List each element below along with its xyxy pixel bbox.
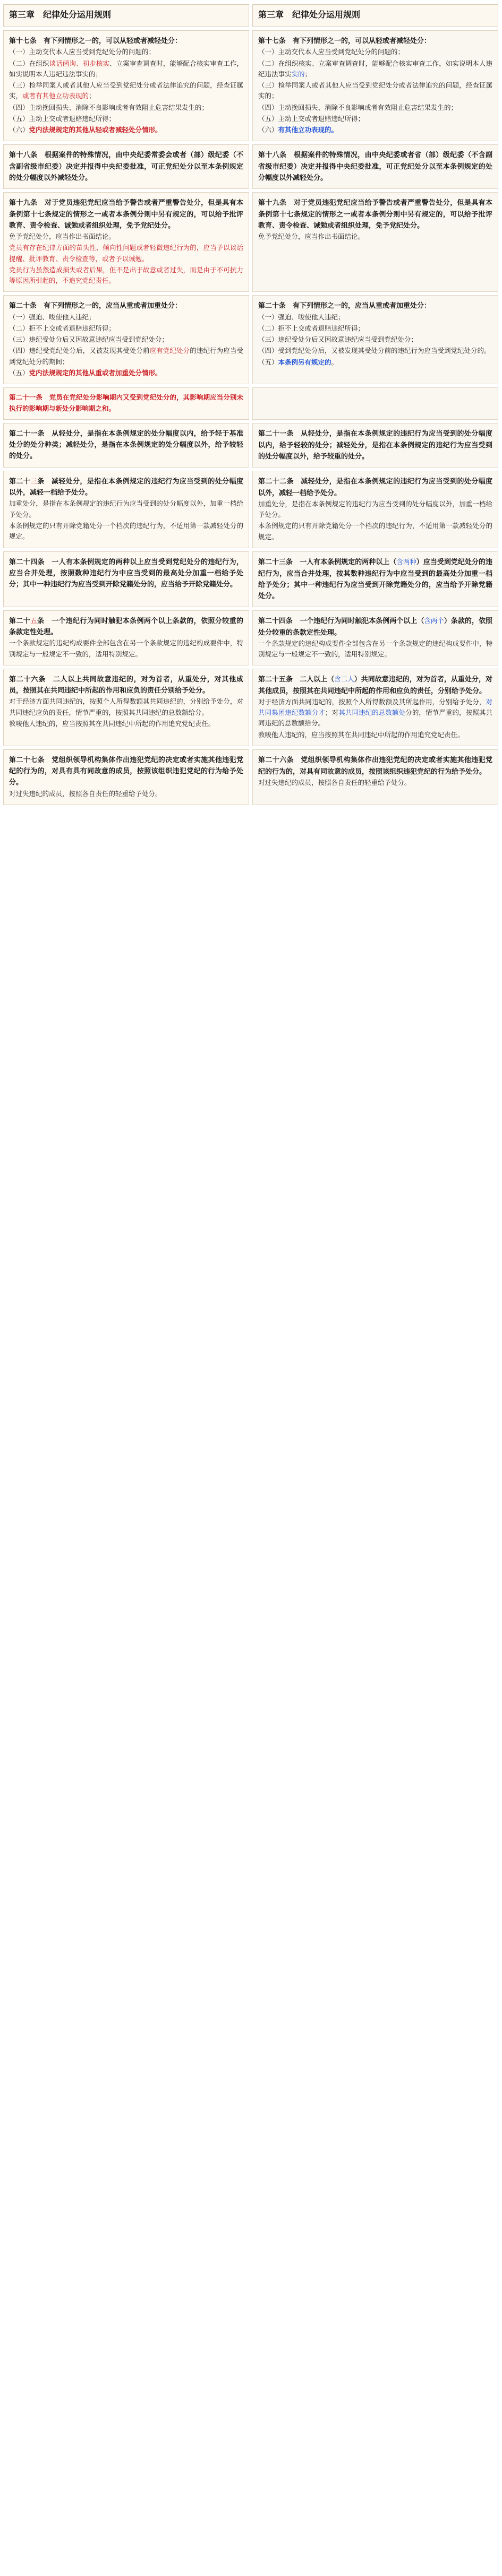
article-block (3, 295, 249, 384)
text-run: ）共同故意违纪的，对为首者，从重处分，对其他成员，按照其在共同违纪中所起的作用和应负的责任，分别给予处分。 (258, 675, 492, 695)
article-paragraph (9, 719, 243, 729)
text-run: ； (304, 70, 312, 78)
text-run: 第二十四条 一个违纪行为同时触犯本条例两个以上（ (258, 617, 424, 625)
text-run: 含两种 (396, 558, 416, 566)
article-paragraph (258, 730, 492, 740)
text-run: （五） (9, 369, 29, 377)
article-paragraph (258, 521, 492, 542)
text-run: 的违纪行为应当受到党纪处分的期间； (9, 347, 243, 366)
text-run: （五） (258, 358, 278, 366)
right-column (252, 4, 498, 808)
article-paragraph (258, 754, 492, 777)
article-paragraph (9, 428, 243, 462)
article-paragraph (258, 428, 492, 462)
article-paragraph (258, 35, 492, 46)
chapter-title-right: 第三章 纪律处分运用规则 (258, 11, 361, 20)
article-paragraph (258, 345, 492, 356)
article-paragraph (258, 102, 492, 113)
text-run: （一）强迫、唆使他人违纪； (9, 313, 96, 321)
article-paragraph (9, 392, 243, 414)
text-run: 条 减轻处分，是指在本条例规定的违纪行为应当受到的处分幅度以外，减轻一档给予处分。 (9, 477, 243, 497)
article-paragraph (9, 300, 243, 311)
article-paragraph (258, 114, 492, 124)
article-paragraph (258, 300, 492, 311)
article-paragraph (9, 521, 243, 542)
article-block (252, 749, 498, 805)
article-paragraph (9, 638, 243, 660)
text-run: 对过失违纪的成员，按照各自责任的轻重给予处分。 (258, 779, 411, 786)
article-paragraph (258, 673, 492, 696)
text-run: 本条例规定的只有开除党籍处分一个档次的违纪行为，不适用第一款减轻处分的规定。 (9, 522, 243, 541)
text-run: （六） (9, 126, 29, 134)
text-run: 对于经济方面共同违纪的，按照个人所得数额及其所起作用，分别给予处分， (258, 698, 486, 706)
article-paragraph (9, 696, 243, 718)
text-run: 党内法规规定的其他从重或者加重处分情形。 (29, 369, 162, 377)
text-run: 教唆他人违纪的，应当按照其在共同违纪中所起的作用追究党纪责任。 (9, 720, 215, 728)
article-block (252, 471, 498, 548)
text-run: 党员有存在纪律方面的苗头性、倾向性问题或者轻微违纪行为的，应当予以谈话提醒、批评教育、责令检查等，或者予以诫勉。 (9, 244, 243, 263)
text-run: 第十九条 对于党员违犯党纪应当给予警告或者严重警告处分，但是具有本条例第十七条规定的情形之一或者本条例分则中另有规定的，可以给予批评教育、责令检查、诫勉或者组织处理，免予党纪处分。 (258, 198, 492, 229)
article-paragraph (9, 498, 243, 520)
article-block (3, 192, 249, 292)
article-paragraph (9, 102, 243, 113)
text-run: 党员行为虽然造成损失或者后果，但不是出于故意或者过失，而是由于不可抗力等原因所引起的，不追究党纪责任。 (9, 266, 243, 285)
text-run: 免予党纪处分，应当作出书面结论。 (9, 233, 116, 241)
text-run: 第十八条 根据案件的特殊情况，由中央纪委常委会或者（部）级纪委（不含副省级市纪委）决定并报得中央纪委批准，可正党纪处分以至本条例规定的处分幅度以外减轻处分。 (9, 151, 243, 181)
article-paragraph (258, 697, 492, 729)
text-run: 对于经济方面共同违纪的，按照个人所得数额其共同违纪的，分别给予处分，对共同违纪应负的责任，情节严重的，按照其共同违纪的总数额给分。 (9, 698, 243, 716)
text-run: （四）受到党纪处分后，又被发现其受处分前的违纪行为应当受到党纪处分的。 (258, 347, 491, 355)
text-run: 、立案审查调查时，能够配合核实审查工作，如实说明本人违纪违法事实的； (9, 59, 243, 78)
text-run: 第二十六条 二人以上共同故意违纪的，对为首者，从重处分，对其他成员，按照其在共同违纪中所起的作用和应负的责任分别给予处分。 (9, 675, 243, 695)
text-run: 含两个 (424, 617, 444, 625)
text-run: 五 (30, 617, 38, 625)
text-run: 谈话函询、初步核实 (49, 59, 110, 67)
text-run: 本条例另有规定的 (278, 358, 331, 366)
text-run: ）应当受到党纪处分的违纪行为，应当合并处理，按其数种违纪行为中应当受到的最高处分加重一档给予处分；其中一种违纪行为应当受到开除党籍处分的，应当给予开除党籍处分。 (258, 558, 492, 600)
text-run: （五）主动上交或者退赔违纪所得； (9, 115, 116, 123)
text-run: 加重处分，是指在本条例规定的违纪行为应当受到的处分幅度以外，加重一档给予处分。 (258, 500, 492, 519)
article-paragraph (258, 556, 492, 601)
text-run: 一个条款规定的违纪构成要件全部包含在另一个条款规定的违纪构成要件中，特别规定与一般规定不一致的，适用特别规定。 (258, 639, 492, 659)
article-paragraph (258, 638, 492, 660)
text-run: （五）主动上交或者退赔违纪所得； (258, 115, 365, 123)
text-run: （三）检举同案人或者其他人应当受到党纪处分或者法律追究的问题，经查证属实， (9, 82, 243, 100)
article-block (3, 551, 249, 607)
article-paragraph (9, 556, 243, 590)
text-run: （三）违纪受处分后又因故意违纪应当受到党纪处分； (9, 336, 169, 344)
text-run: 第二十 (9, 616, 31, 625)
article-paragraph (9, 35, 243, 46)
article-paragraph (258, 357, 492, 368)
article-paragraph (258, 125, 492, 135)
text-run: （三）违纪受处分后又因故意违纪应当受到党纪处分； (258, 336, 418, 344)
article-block (252, 423, 498, 468)
article-paragraph (258, 312, 492, 323)
article-block (3, 610, 249, 665)
article-paragraph (9, 58, 243, 80)
text-run: 第二十条 有下列情形之一的，应当从重或者加重处分： (258, 301, 431, 310)
text-run: 。 (331, 358, 338, 366)
article-block (3, 669, 249, 746)
article-paragraph (9, 243, 243, 264)
text-run: 第十九条 对于党员违犯党纪应当给予警告或者严重警告处分，但是具有本条例第十七条规定的情形之一或者本条例分则中另有规定的，可以给予批评教育、责令检查、诚勉或者组织处理，免予党纪处分。 (9, 198, 243, 229)
empty-counterpart-block (252, 387, 498, 420)
article-paragraph (258, 58, 492, 80)
text-run: ）条款的，依照处分较重的条款定性处理。 (258, 617, 492, 636)
text-run: 党内法规规定的其他从轻或者减轻处分情形。 (29, 126, 162, 134)
article-paragraph (258, 323, 492, 334)
article-block (252, 295, 498, 384)
text-run: 第二十 (9, 477, 31, 485)
text-run: 免予党纪处分，应当作出书面结论。 (258, 233, 365, 241)
left-column (3, 4, 249, 808)
text-run: 第二十三条 一人有本条例规定的两种以上（ (258, 558, 397, 566)
text-run: ； (89, 92, 96, 100)
text-run: 加重处分，是指在本条例规定的违纪行为应当受到的处分幅度以外，加重一档给予处分。 (9, 500, 243, 518)
document-page (0, 0, 502, 814)
text-run: 分的，情节严重的，按照其共同违纪的总数额给分。 (258, 709, 492, 728)
article-block (3, 423, 249, 468)
article-block (252, 192, 498, 292)
text-run: 其共同违纪的总数额处 (338, 709, 406, 717)
article-paragraph (9, 673, 243, 696)
article-paragraph (9, 312, 243, 323)
text-run: 第二十二条 减轻处分，是指在本条例规定的违纪行为应当受到的处分幅度以外，减轻一档给予处分。 (258, 477, 492, 497)
text-run: 第二十六条 党组织领导机构集体作出违犯党纪的决定或者实施其他违犯党纪的行为的，对具有同故意的成员，按照该组织违犯党纪的行为给予处分。 (258, 756, 492, 775)
text-run: 对过失违纪的成员，按照各自责任的轻重给予处分。 (9, 790, 162, 798)
article-block (252, 551, 498, 607)
article-paragraph (9, 754, 243, 788)
article-paragraph (9, 231, 243, 242)
text-run: 第二十一条 从轻处分，是指在本条例规定的处分幅度以内，给予轻于基准处分的处分种类；减轻处分，是指在本条例规定的处分幅度以外，给予较轻的处分。 (9, 429, 243, 460)
chapter-title-left-card (3, 4, 249, 27)
article-paragraph (9, 80, 243, 102)
right-article-list (252, 30, 498, 805)
chapter-title-left: 第三章 纪律处分运用规则 (9, 11, 112, 20)
article-block (3, 749, 249, 805)
text-run: 含二人 (334, 676, 354, 684)
article-paragraph (258, 499, 492, 521)
text-run: 教唆他人违纪的，应当按照其在共同违纪中所起的作用追究党纪责任。 (258, 731, 464, 739)
article-block (3, 30, 249, 141)
text-run: 第二十七条 党组织领导机构集体作出违犯党纪的决定或者实施其他违犯党纪的行为的，对具有具有同故意的成员，按照该组织违犯党纪的行为给予处分。 (9, 755, 243, 786)
article-paragraph (258, 197, 492, 231)
article-paragraph (9, 323, 243, 334)
article-paragraph (9, 368, 243, 378)
text-run: 第二十条 有下列情形之一的，应当从重或者加重处分： (9, 301, 182, 310)
article-block (3, 144, 249, 189)
text-run: 第二十一条 党员在党纪处分影响期内又受到党纪处分的，其影响期应当分别未执行的影响期与新处分影响期之和。 (9, 394, 243, 412)
text-run: （二）在组织核实、立案审查调查时，能够配合核实审查工作，如实说明本人违纪违法事实 (258, 59, 492, 78)
text-run: 第二十四条 一人有本条例规定的两种以上应当受到党纪处分的违纪行为，应当合并处理，按照数种违纪行为中应当受到的最高处分加重一档给予处分；其中一种违纪行为应当受到开除党籍处分的，应当给予开除党籍处分。 (9, 557, 243, 589)
text-run: （一）主动交代本人应当受到党纪处分的问题的； (9, 48, 156, 56)
text-run: （六） (258, 126, 278, 134)
left-article-list (3, 30, 249, 805)
text-run: 第十七条 有下列情形之一的，可以从轻或者减轻处分： (258, 37, 431, 45)
article-paragraph (9, 197, 243, 231)
article-block (252, 610, 498, 665)
text-run: 第二十五条 二人以上（ (258, 675, 335, 684)
article-paragraph (9, 265, 243, 287)
text-run: （四）主动挽回损失、消除不良影响或者有效阻止危害结果发生的； (258, 103, 458, 111)
text-run: （四）主动挽回损失、消除不良影响或者有效阻止危害结果发生的； (9, 103, 209, 111)
article-paragraph (258, 476, 492, 498)
text-run: 有其他立功表现的。 (278, 126, 338, 134)
text-run: 实的 (291, 70, 305, 78)
article-paragraph (9, 47, 243, 57)
text-run: （一）强迫、唆使他人违纪； (258, 313, 345, 321)
article-paragraph (258, 231, 492, 242)
text-run: （二）拒不上交或者退赔违纪所得； (258, 324, 365, 332)
article-paragraph (9, 114, 243, 124)
text-run: 条 一个违纪行为同时触犯本条例两个以上条款的，依照分较重的条款定性处理。 (9, 616, 243, 636)
article-paragraph (258, 47, 492, 57)
text-run: 三 (30, 477, 38, 485)
article-paragraph (9, 125, 243, 135)
article-paragraph (258, 777, 492, 788)
article-paragraph (258, 80, 492, 102)
text-run: （二）拒不上交或者退赔违纪所得； (9, 324, 116, 332)
article-paragraph (9, 789, 243, 799)
text-run: （三）检举同案人或者其他人应当受到党纪处分或者法律追究的问题，经查证属实的； (258, 82, 492, 100)
text-run: （二）在组织 (9, 59, 49, 67)
text-run: （四）违纪受党纪处分后，又被发现其受处分前 (9, 347, 150, 355)
chapter-title-right-card (252, 4, 498, 27)
text-run: （一）主动交代本人应当受到党纪处分的问题的； (258, 48, 405, 56)
text-run: 第十八条 根据案件的特殊情况，由中央纪委或者省（部）级纪委（不含副省级市纪委）决定并报得中央纪委批准，可正党纪处分以至本条例规定的处分幅度以外减轻处分。 (258, 151, 492, 181)
article-paragraph (258, 615, 492, 638)
article-paragraph (9, 149, 243, 183)
article-block (252, 30, 498, 141)
text-run: 应有党纪处分 (149, 347, 190, 355)
article-paragraph (9, 476, 243, 498)
text-run: ；对 (325, 709, 339, 717)
article-block (252, 669, 498, 746)
two-column-layout (3, 4, 499, 808)
text-run: 第二十一条 从轻处分，是指在本条例规定的违纪行为应当受到的处分幅度以内，给予轻较的处分；减轻处分，是指在本条例规定的违纪行为应当受到的处分幅度以外，给予较重的处分。 (258, 429, 492, 460)
article-paragraph (258, 149, 492, 183)
text-run: 本条例规定的只有开除党籍处分一个档次的违纪行为，不适用第一款减轻处分的规定。 (258, 522, 492, 541)
text-run: 一个条款规定的违纪构成要件全部包含在另一个条款规定的违纪构成要件中，特别规定与一般规定不一致的，适用特别规定。 (9, 639, 243, 658)
article-paragraph (9, 334, 243, 345)
article-paragraph (258, 334, 492, 345)
article-block (252, 144, 498, 189)
article-paragraph (9, 615, 243, 638)
text-run: 对共同集团违纪数额分才 (258, 698, 492, 717)
article-paragraph (9, 345, 243, 367)
article-block (3, 387, 249, 420)
article-block (3, 471, 249, 548)
text-run: 第十七条 有下列情形之一的，可以从轻或者减轻处分： (9, 37, 182, 45)
text-run: 或者有其他立功表现的 (22, 92, 89, 100)
